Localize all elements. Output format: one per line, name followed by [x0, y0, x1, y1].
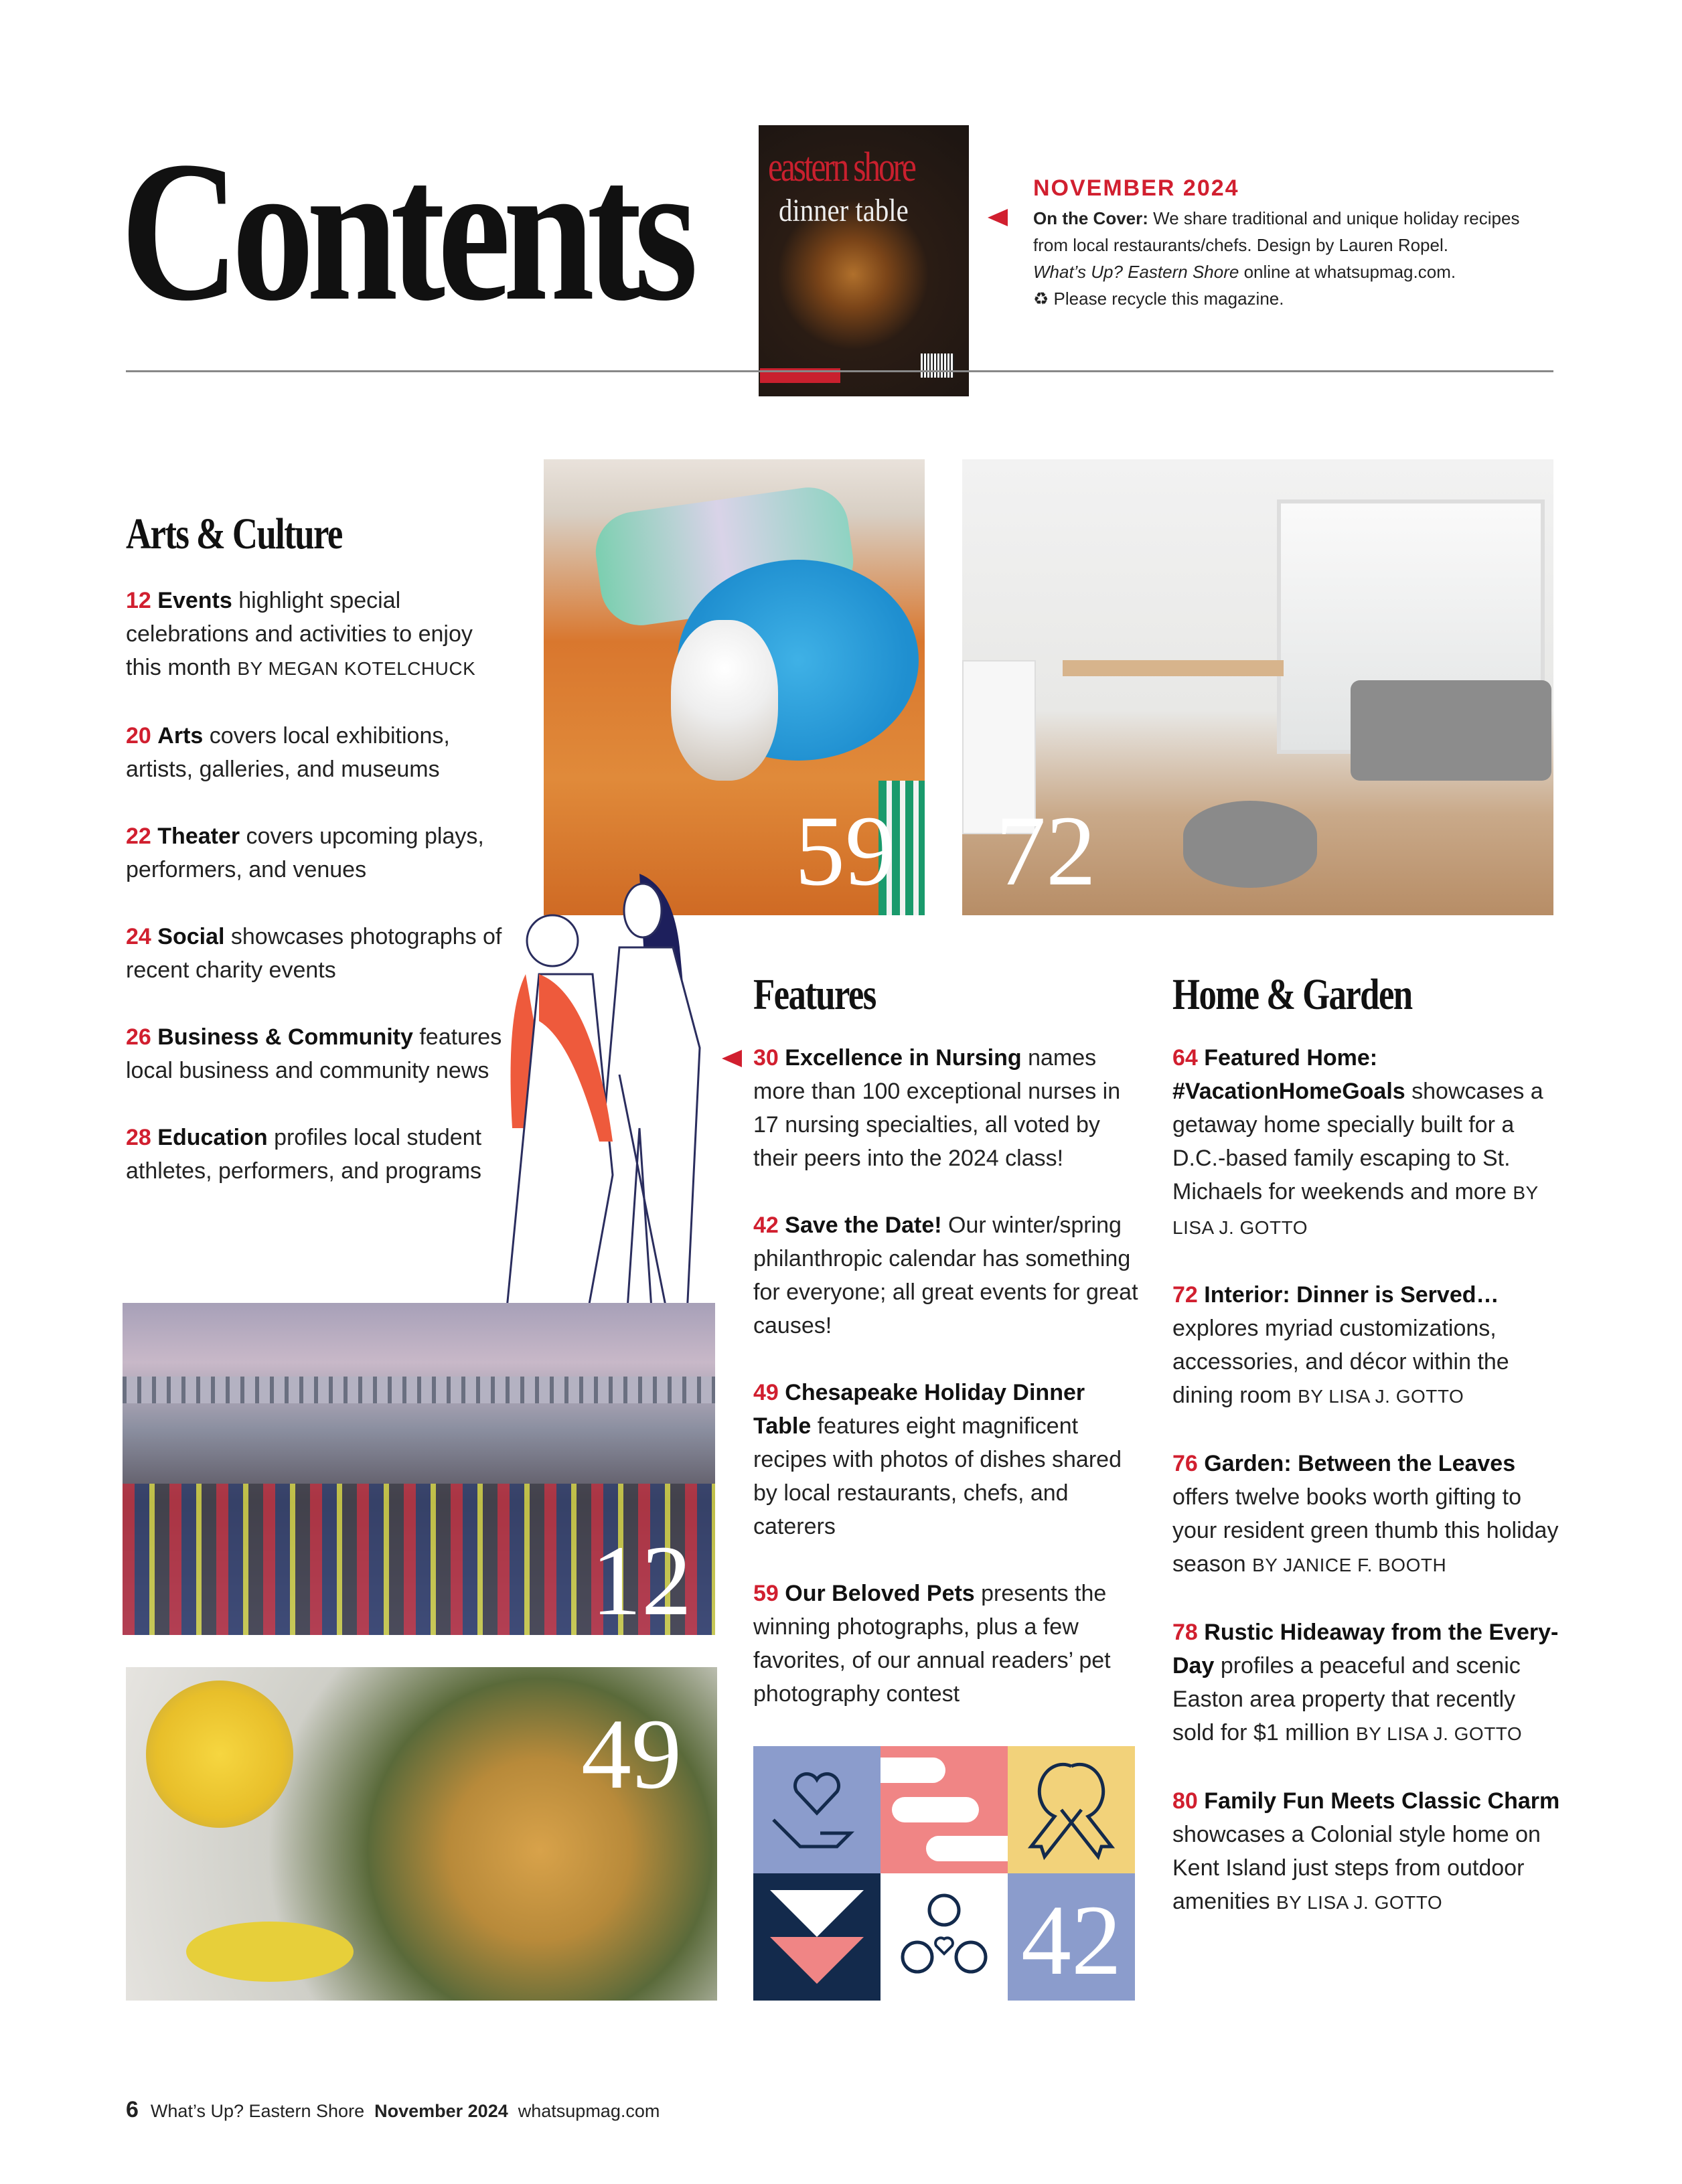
sofa: [1351, 680, 1551, 781]
entry-description: explores myriad customizations, accessories, and décor within the dining room: [1172, 1316, 1509, 1408]
cover-headline: dinner table: [779, 193, 909, 228]
page-number-59: 59: [795, 795, 895, 907]
entry-title: Featured Home: #VacationHomeGoals: [1172, 1045, 1405, 1104]
entry-title: Our Beloved Pets: [785, 1581, 975, 1606]
toc-entry[interactable]: [1172, 1041, 1561, 1245]
entry-title: Save the Date!: [785, 1213, 942, 1238]
entry-page-number: 78: [1172, 1620, 1198, 1645]
dining-table: [1063, 660, 1284, 676]
entry-page-number: 30: [753, 1045, 779, 1071]
entry-description: showcases a Colonial style home on Kent Island just steps from outdoor amenities: [1172, 1822, 1541, 1914]
entry-page-number: 22: [126, 824, 151, 849]
cover-description: [1033, 205, 1555, 312]
toc-entry[interactable]: [753, 1577, 1145, 1711]
section-heading-home-garden: Home & Garden: [1172, 970, 1412, 1019]
entry-description: highlight special celebrations and activities to enjoy this month: [126, 588, 473, 680]
toc-entry[interactable]: [1172, 1278, 1561, 1413]
lemon-slice: [186, 1922, 354, 1982]
entry-byline: BY LISA J. GOTTO: [1356, 1723, 1523, 1744]
toc-entry[interactable]: [753, 1041, 1145, 1175]
cover-masthead: eastern shore: [768, 145, 915, 190]
toc-entry[interactable]: [126, 584, 514, 686]
page-number-42: 42: [1021, 1885, 1122, 1996]
bridge-truss: [123, 1377, 715, 1403]
entry-byline: BY LISA J. GOTTO: [1276, 1892, 1443, 1913]
entry-title: Interior: Dinner is Served…: [1204, 1282, 1499, 1308]
entry-page-number: 80: [1172, 1788, 1198, 1814]
calendar-icon-grid[interactable]: [753, 1746, 1135, 2001]
magazine-name: What’s Up? Eastern Shore: [1033, 262, 1239, 282]
section-heading-features: Features: [753, 970, 876, 1019]
pointer-arrow-icon: [988, 209, 1008, 226]
entry-description: features eight magnificent recipes with photos of dishes shared by local restaurants, chefs, and caterers: [753, 1413, 1122, 1539]
recycle-icon: ♻: [1033, 289, 1049, 309]
entry-title: Events: [157, 588, 232, 613]
toc-entry[interactable]: [126, 820, 514, 886]
community-heart-icon: [881, 1873, 1008, 2001]
footer: [126, 2097, 660, 2123]
page-number-49: 49: [581, 1699, 682, 1810]
online-text: online at whatsupmag.com.: [1239, 262, 1456, 282]
entry-title: Rustic Hideaway from the Every-Day: [1172, 1620, 1559, 1679]
entry-page-number: 76: [1172, 1451, 1198, 1476]
entry-page-number: 24: [126, 924, 151, 949]
cover-text: We share traditional and unique holiday recipes from local restaurants/chefs. Design by Lauren Ropel.: [1033, 208, 1520, 255]
entry-page-number: 64: [1172, 1045, 1198, 1071]
entry-title: Arts: [157, 723, 204, 749]
entry-description: offers twelve books worth gifting to your resident green thumb this holiday season: [1172, 1484, 1559, 1577]
entry-description: presents the winning photographs, plus a few favorites, of our annual readers’ pet photography contest: [753, 1581, 1111, 1707]
entry-byline: BY MEGAN KOTELCHUCK: [237, 658, 476, 679]
page-title: Contents: [121, 120, 691, 342]
toc-entry[interactable]: [1172, 1616, 1561, 1751]
entry-description: covers upcoming plays, performers, and venues: [126, 824, 484, 882]
entry-description: names more than 100 exceptional nurses in 17 nursing specialties, all voted by their peers into the 2024 class!: [753, 1045, 1121, 1171]
entry-title: Theater: [157, 824, 240, 849]
page-number: 6: [126, 2097, 139, 2122]
entry-title: Social: [157, 924, 225, 949]
photo-pets[interactable]: [544, 459, 925, 915]
pointer-arrow-icon: [722, 1050, 742, 1067]
entry-page-number: 49: [753, 1380, 779, 1405]
entry-description: showcases a getaway home specially built for a D.C.-based family escaping to St. Michaels for weekends and more: [1172, 1079, 1543, 1204]
entry-title: Education: [157, 1125, 268, 1150]
entry-title: Business & Community: [157, 1024, 413, 1050]
entry-title: Chesapeake Holiday Dinner Table: [753, 1380, 1085, 1439]
entry-page-number: 28: [126, 1125, 151, 1150]
toc-entry[interactable]: [1172, 1447, 1561, 1582]
entry-page-number: 26: [126, 1024, 151, 1050]
entry-byline: BY LISA J. GOTTO: [1172, 1182, 1539, 1238]
heart-hand-icon: [753, 1746, 881, 1873]
entry-page-number: 20: [126, 723, 151, 749]
toc-entry[interactable]: [126, 719, 514, 786]
entry-page-number: 59: [753, 1581, 779, 1606]
page-number-72: 72: [996, 795, 1096, 907]
footer-magazine: What’s Up? Eastern Shore: [150, 2101, 365, 2121]
lemon: [146, 1681, 293, 1828]
photo-bridge-run[interactable]: [123, 1303, 715, 1635]
toc-entry[interactable]: [753, 1376, 1145, 1543]
page-number-12: 12: [591, 1525, 692, 1635]
entry-description: profiles local student athletes, performers, and programs: [126, 1125, 482, 1184]
nurse-illustration: [499, 874, 733, 1346]
recycle-text: Please recycle this magazine.: [1049, 289, 1284, 309]
toc-entry[interactable]: [1172, 1784, 1561, 1920]
cover-image[interactable]: [759, 125, 969, 396]
entry-description: profiles a peaceful and scenic Easton area property that recently sold for $1 million: [1172, 1653, 1521, 1745]
entry-description: features local business and community news: [126, 1024, 502, 1083]
triangles-graphic: [753, 1873, 881, 2001]
toc-entry[interactable]: [126, 920, 514, 987]
features-list: [753, 1041, 1145, 1744]
entry-title: Family Fun Meets Classic Charm: [1204, 1788, 1560, 1814]
pouf: [1183, 801, 1317, 888]
barcode: [921, 354, 954, 378]
entry-title: Excellence in Nursing: [785, 1045, 1022, 1071]
entry-title: Garden: Between the Leaves: [1204, 1451, 1516, 1476]
footer-issue: November 2024: [374, 2101, 508, 2121]
pill-shapes-graphic: [881, 1746, 1008, 1873]
arts-list: [126, 584, 514, 1221]
entry-description: showcases photographs of recent charity events: [126, 924, 502, 983]
entry-byline: BY LISA J. GOTTO: [1298, 1386, 1464, 1407]
cover-label: On the Cover:: [1033, 208, 1148, 228]
toc-entry[interactable]: [753, 1208, 1145, 1342]
entry-byline: BY JANICE F. BOOTH: [1252, 1555, 1447, 1575]
entry-page-number: 12: [126, 588, 151, 613]
ribbon-icon: [1008, 1746, 1135, 1873]
footer-site[interactable]: whatsupmag.com: [518, 2101, 660, 2121]
toc-entry[interactable]: [126, 1020, 514, 1087]
photo-interior[interactable]: [962, 459, 1553, 915]
entry-description: covers local exhibitions, artists, galleries, and museums: [126, 723, 450, 782]
toc-entry[interactable]: [126, 1121, 514, 1188]
dog: [671, 620, 778, 781]
section-heading-arts: Arts & Culture: [126, 510, 342, 558]
issue-month: NOVEMBER 2024: [1033, 175, 1239, 201]
photo-oysters[interactable]: [126, 1667, 717, 2001]
calendar-tile: [1008, 1873, 1135, 2001]
entry-page-number: 42: [753, 1213, 779, 1238]
divider: [126, 370, 1553, 372]
home-garden-list: [1172, 1041, 1561, 1953]
entry-page-number: 72: [1172, 1282, 1198, 1308]
entry-description: Our winter/spring philanthropic calendar has something for everyone; all great events for great causes!: [753, 1213, 1138, 1338]
